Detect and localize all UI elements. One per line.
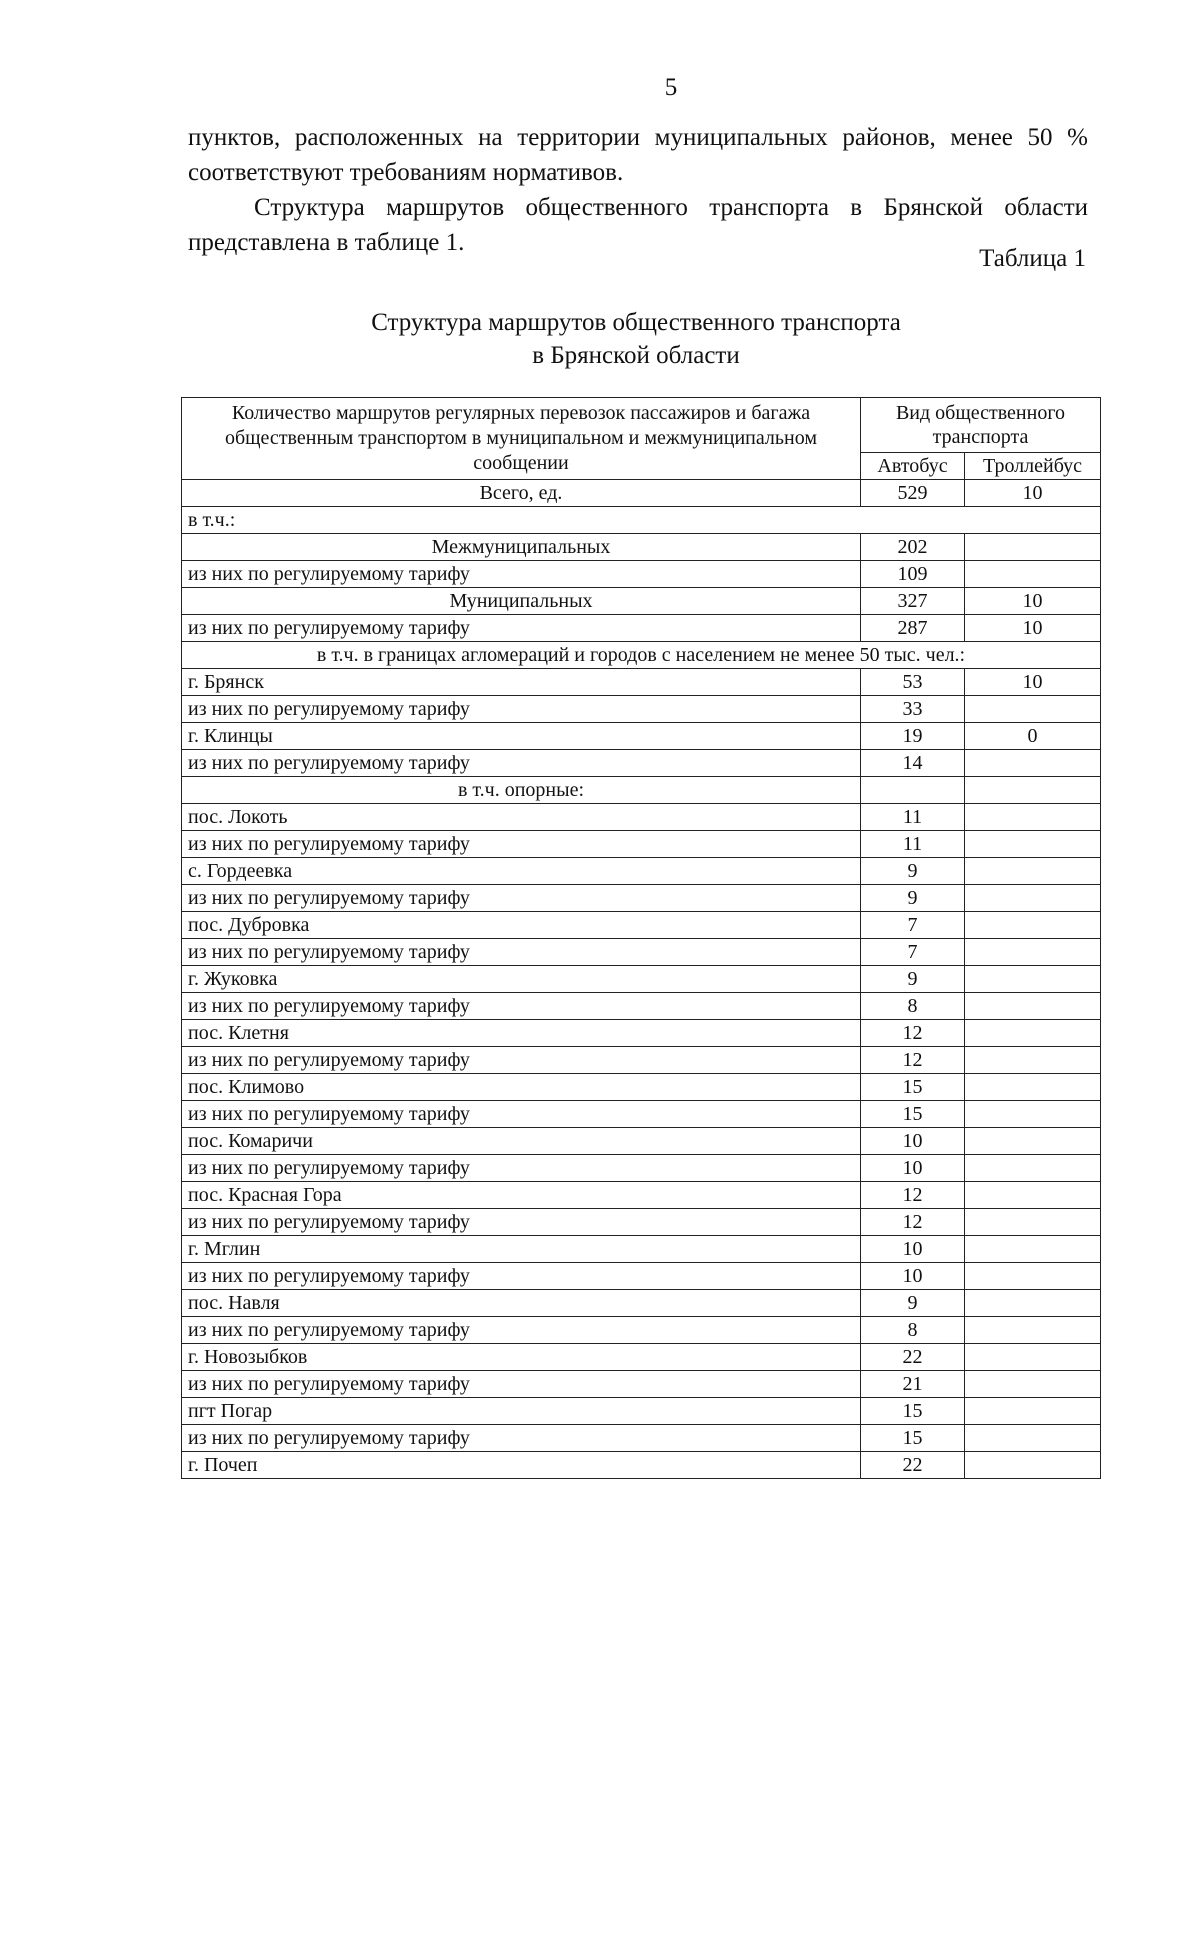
regulated-label: из них по регулируемому тарифу	[182, 615, 861, 642]
locality-name: пос. Красная Гора	[182, 1182, 861, 1209]
table-row-klintsy	[182, 723, 1101, 750]
table-row-municipal-regulated	[182, 615, 1101, 642]
table-row	[182, 1236, 1101, 1263]
header-bus: Автобус	[861, 453, 965, 480]
page-number: 5	[664, 74, 678, 101]
regulated-label: из них по регулируемому тарифу	[182, 1101, 861, 1128]
table-row	[182, 993, 1101, 1020]
intro-paragraph-2: Структура маршрутов общественного транспорта в Брянской области представлена в таблице 1.	[188, 194, 1088, 256]
table-row	[182, 1317, 1101, 1344]
last-locality-bus: 22	[861, 1452, 965, 1479]
locality-name: пос. Навля	[182, 1290, 861, 1317]
locality-name: г. Мглин	[182, 1236, 861, 1263]
table-row-municipal	[182, 588, 1101, 615]
municipal-bus: 327	[861, 588, 965, 615]
bryansk-label: г. Брянск	[182, 669, 861, 696]
municipal-label: Муниципальных	[182, 588, 861, 615]
locality-regulated-bus: 8	[861, 1317, 965, 1344]
support-label: в т.ч. опорные:	[182, 777, 861, 804]
intermunicipal-regulated-bus: 109	[861, 561, 965, 588]
locality-bus: 12	[861, 1182, 965, 1209]
regulated-label: из них по регулируемому тарифу	[182, 939, 861, 966]
last-locality-trolleybus	[965, 1452, 1101, 1479]
klintsy-regulated-bus: 14	[861, 750, 965, 777]
regulated-label: из них по регулируемому тарифу	[182, 1263, 861, 1290]
locality-bus: 9	[861, 966, 965, 993]
locality-regulated-trolleybus	[965, 1101, 1101, 1128]
locality-trolleybus	[965, 1074, 1101, 1101]
header-trolleybus: Троллейбус	[965, 453, 1101, 480]
total-bus: 529	[861, 480, 965, 507]
locality-regulated-trolleybus	[965, 1047, 1101, 1074]
intermunicipal-regulated-trolleybus	[965, 561, 1101, 588]
locality-regulated-trolleybus	[965, 1155, 1101, 1182]
intro-text	[188, 120, 1088, 260]
klintsy-label: г. Клинцы	[182, 723, 861, 750]
table-row-bryansk-regulated	[182, 696, 1101, 723]
klintsy-regulated-trolleybus	[965, 750, 1101, 777]
including-label: в т.ч.:	[182, 507, 1101, 534]
locality-regulated-bus: 9	[861, 885, 965, 912]
locality-regulated-trolleybus	[965, 885, 1101, 912]
locality-trolleybus	[965, 1236, 1101, 1263]
locality-regulated-trolleybus	[965, 993, 1101, 1020]
locality-regulated-bus: 15	[861, 1425, 965, 1452]
table-row	[182, 966, 1101, 993]
locality-trolleybus	[965, 1290, 1101, 1317]
locality-regulated-bus: 15	[861, 1101, 965, 1128]
locality-regulated-trolleybus	[965, 1371, 1101, 1398]
table-title-line-1: Структура маршрутов общественного транспорта	[371, 309, 901, 336]
regulated-label: из них по регулируемому тарифу	[182, 750, 861, 777]
table-row	[182, 1398, 1101, 1425]
regulated-label: из них по регулируемому тарифу	[182, 1425, 861, 1452]
table-row-intermunicipal	[182, 534, 1101, 561]
locality-regulated-bus: 8	[861, 993, 965, 1020]
regulated-label: из них по регулируемому тарифу	[182, 1317, 861, 1344]
regulated-label: из них по регулируемому тарифу	[182, 1047, 861, 1074]
locality-trolleybus	[965, 804, 1101, 831]
table-row	[182, 1263, 1101, 1290]
locality-bus: 11	[861, 804, 965, 831]
regulated-label: из них по регулируемому тарифу	[182, 1209, 861, 1236]
agglomeration-label: в т.ч. в границах агломераций и городов с населением не менее 50 тыс. чел.:	[182, 642, 1101, 669]
support-trolleybus	[965, 777, 1101, 804]
regulated-label: из них по регулируемому тарифу	[182, 885, 861, 912]
locality-regulated-bus: 21	[861, 1371, 965, 1398]
total-trolleybus: 10	[965, 480, 1101, 507]
routes-table	[181, 397, 1101, 1479]
table-row-support	[182, 777, 1101, 804]
bryansk-trolleybus: 10	[965, 669, 1101, 696]
table-row	[182, 1425, 1101, 1452]
locality-bus: 7	[861, 912, 965, 939]
table-row-bryansk	[182, 669, 1101, 696]
regulated-label: из них по регулируемому тарифу	[182, 696, 861, 723]
locality-trolleybus	[965, 1020, 1101, 1047]
locality-regulated-bus: 10	[861, 1263, 965, 1290]
locality-name: пос. Дубровка	[182, 912, 861, 939]
table-row	[182, 1209, 1101, 1236]
table-header-row	[182, 398, 1101, 453]
locality-trolleybus	[965, 1128, 1101, 1155]
locality-trolleybus	[965, 1344, 1101, 1371]
table-row	[182, 1344, 1101, 1371]
locality-bus: 9	[861, 858, 965, 885]
regulated-label: из них по регулируемому тарифу	[182, 993, 861, 1020]
locality-bus: 15	[861, 1398, 965, 1425]
klintsy-bus: 19	[861, 723, 965, 750]
locality-name: пос. Локоть	[182, 804, 861, 831]
locality-bus: 10	[861, 1236, 965, 1263]
table-row	[182, 939, 1101, 966]
regulated-label: из них по регулируемому тарифу	[182, 561, 861, 588]
municipal-trolleybus: 10	[965, 588, 1101, 615]
table-row	[182, 1290, 1101, 1317]
locality-regulated-trolleybus	[965, 1425, 1101, 1452]
last-locality-name: г. Почеп	[182, 1452, 861, 1479]
locality-bus: 22	[861, 1344, 965, 1371]
locality-trolleybus	[965, 1398, 1101, 1425]
regulated-label: из них по регулируемому тарифу	[182, 831, 861, 858]
locality-name: с. Гордеевка	[182, 858, 861, 885]
municipal-regulated-bus: 287	[861, 615, 965, 642]
intermunicipal-trolleybus	[965, 534, 1101, 561]
intermunicipal-label: Межмуниципальных	[182, 534, 861, 561]
table-row	[182, 804, 1101, 831]
locality-regulated-bus: 11	[861, 831, 965, 858]
bryansk-bus: 53	[861, 669, 965, 696]
intermunicipal-bus: 202	[861, 534, 965, 561]
table-row	[182, 1101, 1101, 1128]
table-label: Таблица 1	[979, 245, 1086, 272]
locality-regulated-bus: 12	[861, 1047, 965, 1074]
locality-trolleybus	[965, 966, 1101, 993]
table-row-klintsy-regulated	[182, 750, 1101, 777]
bryansk-regulated-trolleybus	[965, 696, 1101, 723]
locality-regulated-trolleybus	[965, 939, 1101, 966]
municipal-regulated-trolleybus: 10	[965, 615, 1101, 642]
table-title-line-2: в Брянской области	[532, 342, 740, 369]
regulated-label: из них по регулируемому тарифу	[182, 1155, 861, 1182]
locality-trolleybus	[965, 858, 1101, 885]
locality-regulated-trolleybus	[965, 1209, 1101, 1236]
table-row	[182, 885, 1101, 912]
locality-regulated-bus: 7	[861, 939, 965, 966]
locality-bus: 12	[861, 1020, 965, 1047]
table-row	[182, 1182, 1101, 1209]
intro-paragraph-1: пунктов, расположенных на территории муниципальных районов, менее 50 % соответствуют требованиям нормативов.	[188, 124, 1088, 186]
table-row	[182, 1128, 1101, 1155]
locality-name: пгт Погар	[182, 1398, 861, 1425]
regulated-label: из них по регулируемому тарифу	[182, 1371, 861, 1398]
locality-name: г. Жуковка	[182, 966, 861, 993]
locality-name: пос. Комаричи	[182, 1128, 861, 1155]
locality-name: пос. Климово	[182, 1074, 861, 1101]
locality-regulated-trolleybus	[965, 1263, 1101, 1290]
locality-name: пос. Клетня	[182, 1020, 861, 1047]
table-row-last	[182, 1452, 1101, 1479]
header-transport-type: Вид общественного транспорта	[861, 398, 1101, 453]
locality-regulated-bus: 10	[861, 1155, 965, 1182]
table-row	[182, 912, 1101, 939]
locality-bus: 9	[861, 1290, 965, 1317]
table-row-agglomeration	[182, 642, 1101, 669]
table-row-total	[182, 480, 1101, 507]
table-row	[182, 1371, 1101, 1398]
locality-trolleybus	[965, 1182, 1101, 1209]
klintsy-trolleybus: 0	[965, 723, 1101, 750]
locality-name: г. Новозыбков	[182, 1344, 861, 1371]
table-row	[182, 1155, 1101, 1182]
locality-regulated-trolleybus	[965, 1317, 1101, 1344]
table-row	[182, 1020, 1101, 1047]
table-title	[300, 306, 972, 372]
locality-bus: 15	[861, 1074, 965, 1101]
support-bus	[861, 777, 965, 804]
table-row	[182, 1074, 1101, 1101]
table-row	[182, 858, 1101, 885]
bryansk-regulated-bus: 33	[861, 696, 965, 723]
locality-regulated-trolleybus	[965, 831, 1101, 858]
locality-regulated-bus: 12	[861, 1209, 965, 1236]
header-route-count: Количество маршрутов регулярных перевозок пассажиров и багажа общественным транспортом в муниципальном и межмуниципальном сообщении	[182, 398, 861, 480]
locality-bus: 10	[861, 1128, 965, 1155]
table-row	[182, 831, 1101, 858]
table-row-intermunicipal-regulated	[182, 561, 1101, 588]
table-row	[182, 1047, 1101, 1074]
table-row-including	[182, 507, 1101, 534]
locality-trolleybus	[965, 912, 1101, 939]
total-label: Всего, ед.	[182, 480, 861, 507]
